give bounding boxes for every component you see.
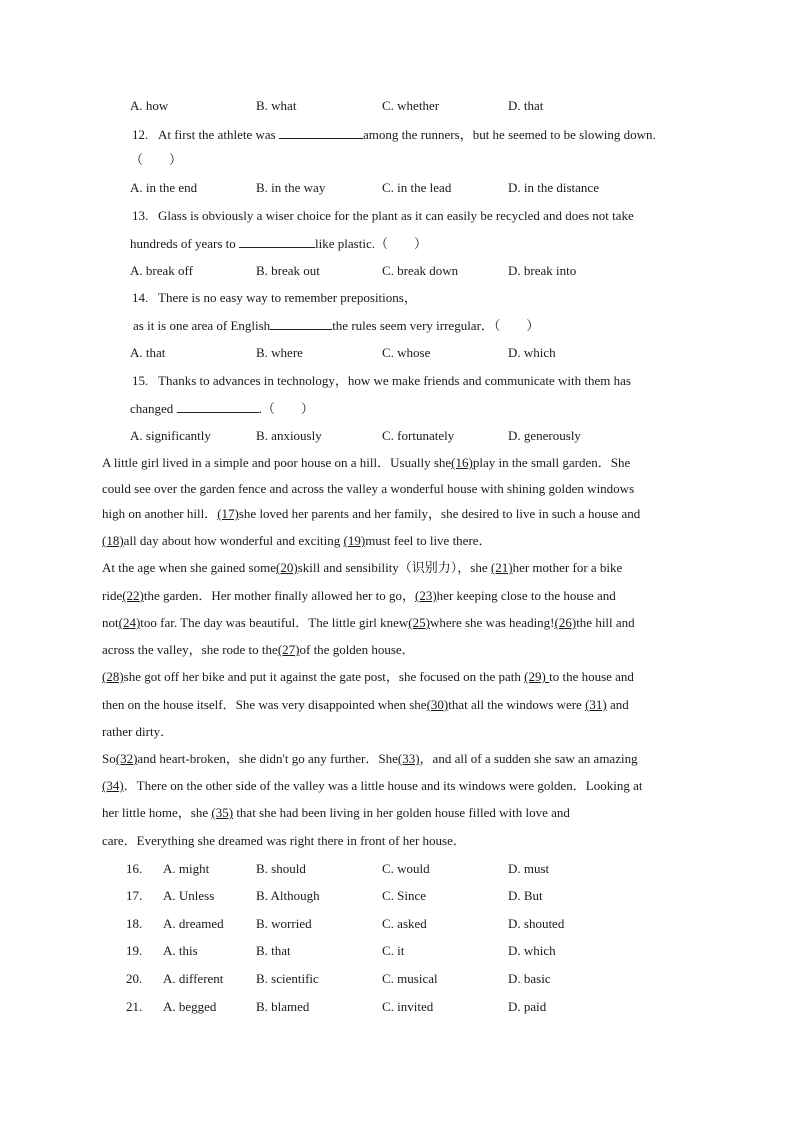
q18-number: 18.	[126, 916, 143, 931]
blank-31[interactable]: (31)	[585, 697, 607, 712]
blank-27[interactable]: (27)	[277, 642, 300, 657]
passage-text: her little home，she	[102, 805, 212, 820]
blank-22[interactable]: (22)	[122, 588, 144, 603]
passage-line	[102, 751, 638, 767]
q12-options	[130, 180, 690, 196]
passage-text: high on another hill．	[102, 506, 218, 521]
q20-number: 20.	[126, 971, 143, 986]
q21-option-d[interactable]: D. paid	[508, 999, 547, 1014]
blank-28[interactable]: (28)	[102, 669, 124, 684]
q12-stem	[132, 126, 656, 143]
q12-option-d[interactable]: D. in the distance	[508, 180, 599, 195]
q13-option-c[interactable]: C. break down	[382, 263, 459, 278]
q15-stem-line1	[132, 373, 631, 389]
q20-option-a[interactable]: A. different	[163, 971, 224, 986]
passage-text: ．There on the other side of the valley was a little house and its windows were golden．Looking at	[123, 778, 643, 793]
blank-24[interactable]: (24)	[118, 615, 141, 630]
passage-text: A little girl lived in a simple and poor house on a hill．Usually she	[102, 455, 452, 470]
q13-number: 13.	[132, 208, 149, 223]
q18-option-b[interactable]: B. worried	[256, 916, 312, 931]
passage-line	[102, 697, 629, 713]
q12-option-c[interactable]: C. in the lead	[382, 180, 452, 195]
q16-option-a[interactable]: A. might	[163, 861, 210, 876]
q17-option-c[interactable]: C. Since	[382, 888, 427, 903]
q12-number: 12.	[132, 127, 149, 142]
passage-text: she loved her parents and her family，she desired to live in such a house and	[238, 506, 641, 521]
q19-option-d[interactable]: D. which	[508, 943, 556, 958]
passage-text: ride	[102, 588, 123, 603]
blank-30[interactable]: (30)	[426, 697, 449, 712]
q16-option-c[interactable]: C. would	[382, 861, 430, 876]
q21-number: 21.	[126, 999, 143, 1014]
passage-text: to the house and	[549, 669, 634, 684]
q21-option-c[interactable]: C. invited	[382, 999, 434, 1014]
passage-line	[102, 506, 640, 522]
passage-line	[102, 588, 616, 604]
q16-option-b[interactable]: B. should	[256, 861, 306, 876]
q19-option-b[interactable]: B. that	[256, 943, 291, 958]
blank-23[interactable]: (23)	[415, 588, 437, 603]
blank-35[interactable]: (35)	[211, 805, 234, 820]
q11-option-a[interactable]: A. how	[130, 98, 169, 113]
passage-text: and	[606, 697, 629, 712]
q15-number: 15.	[132, 373, 149, 388]
q16-number: 16.	[126, 861, 143, 876]
q16-options	[126, 861, 686, 877]
q12-text-after: among the runners，but he seemed to be slowing down.	[362, 127, 656, 142]
q14-option-a[interactable]: A. that	[130, 345, 166, 360]
q14-options	[130, 345, 690, 361]
blank-20[interactable]: (20)	[276, 560, 298, 575]
passage-line	[102, 560, 622, 576]
q15-option-a[interactable]: A. significantly	[130, 428, 211, 443]
q19-option-a[interactable]: A. this	[163, 943, 198, 958]
q11-options	[130, 98, 690, 114]
blank-16[interactable]: (16)	[451, 455, 473, 470]
q17-options	[126, 888, 686, 904]
passage-text: of the golden house．	[299, 642, 415, 657]
q14-text-line1: There is no easy way to remember prepositions，	[158, 290, 417, 305]
passage-text: that all the windows were	[448, 697, 586, 712]
q21-option-b[interactable]: B. blamed	[256, 999, 310, 1014]
q14-option-c[interactable]: C. whose	[382, 345, 431, 360]
q18-option-d[interactable]: D. shouted	[508, 916, 565, 931]
blank-32[interactable]: (32)	[115, 751, 138, 766]
q21-option-a[interactable]: A. begged	[163, 999, 217, 1014]
passage-line	[102, 533, 492, 549]
q12-paren: （ ）	[130, 152, 183, 167]
passage-text: and heart-broken，she didn't go any further．She	[137, 751, 398, 766]
q17-option-d[interactable]: D. But	[508, 888, 543, 903]
passage-line: care．Everything she dreamed was right there in front of her house．	[102, 833, 466, 848]
q11-option-d[interactable]: D. that	[508, 98, 544, 113]
blank-18[interactable]: (18)	[102, 533, 124, 548]
q13-options	[130, 263, 690, 279]
blank-34[interactable]: (34)	[102, 778, 124, 793]
q14-stem-line2	[133, 317, 539, 334]
passage-text: At the age when she gained some	[102, 560, 277, 575]
q15-options	[130, 428, 690, 444]
q13-stem-line1	[132, 208, 634, 224]
q18-option-a[interactable]: A. dreamed	[163, 916, 224, 931]
q12-blank[interactable]	[279, 126, 363, 139]
passage-line: rather dirty．	[102, 724, 174, 739]
passage-line	[102, 805, 570, 821]
q14-option-d[interactable]: D. which	[508, 345, 556, 360]
q13-text-before: hundreds of years to	[130, 236, 240, 251]
blank-19[interactable]: (19)	[343, 533, 366, 548]
q17-option-a[interactable]: A. Unless	[163, 888, 215, 903]
q16-option-d[interactable]: D. must	[508, 861, 550, 876]
q11-option-b[interactable]: B. what	[256, 98, 297, 113]
blank-25[interactable]: (25)	[408, 615, 430, 630]
passage-text: must feel to live there．	[365, 533, 492, 548]
q18-options	[126, 916, 686, 932]
passage-text: the hill and	[576, 615, 635, 630]
passage-text: all day about how wonderful and exciting	[123, 533, 344, 548]
blank-17[interactable]: (17)	[217, 506, 239, 521]
passage-line: could see over the garden fence and across the valley a wonderful house with shining golden windows	[102, 481, 635, 496]
q20-option-c[interactable]: C. musical	[382, 971, 438, 986]
q20-option-b[interactable]: B. scientific	[256, 971, 319, 986]
passage-line	[102, 455, 630, 471]
passage-text: her mother for a bike	[512, 560, 623, 575]
passage-text: where she was heading!	[429, 615, 555, 630]
q12-text-before: At first the athlete was	[158, 127, 279, 142]
q12-option-a[interactable]: A. in the end	[130, 180, 198, 195]
q14-text-before: as it is one area of English	[133, 318, 271, 333]
passage-line	[102, 669, 634, 685]
passage-line	[102, 615, 635, 631]
q13-blank[interactable]	[239, 235, 315, 248]
q18-option-c[interactable]: C. asked	[382, 916, 427, 931]
q15-text-line1: Thanks to advances in technology，how we make friends and communicate with them has	[158, 373, 631, 388]
blank-21[interactable]: (21)	[490, 560, 513, 575]
passage-text: So	[102, 751, 116, 766]
passage-text: she got off her bike and put it against the gate post，she focused on the path	[123, 669, 525, 684]
q15-stem-line2	[130, 400, 314, 417]
q15-text-after: .（ ）	[258, 401, 314, 416]
passage-text: the garden．Her mother finally allowed her to go，	[143, 588, 415, 603]
q19-number: 19.	[126, 943, 143, 958]
q12-option-b[interactable]: B. in the way	[256, 180, 326, 195]
q20-option-d[interactable]: D. basic	[508, 971, 551, 986]
passage-text: skill and sensibility（识别力），she	[297, 560, 491, 575]
q15-blank[interactable]	[177, 400, 259, 413]
q14-text-after: the rules seem very irregular．（ ）	[332, 318, 540, 333]
passage-text: then on the house itself．She was very disappointed when she	[102, 697, 427, 712]
q15-text-before: changed	[130, 401, 177, 416]
q17-number: 17.	[126, 888, 143, 903]
passage-text: that she had been living in her golden house filled with love and	[233, 805, 570, 820]
q13-stem-line2	[130, 235, 427, 252]
q17-option-b[interactable]: B. Although	[256, 888, 320, 903]
q13-text-after: like plastic.（ ）	[315, 236, 427, 251]
passage-line	[102, 642, 415, 658]
blank-29[interactable]: (29)	[524, 669, 550, 684]
q11-option-c[interactable]: C. whether	[382, 98, 440, 113]
q14-stem-line1	[132, 290, 417, 306]
blank-26[interactable]: (26)	[554, 615, 577, 630]
passage-text: not	[102, 615, 119, 630]
passage-text: ，and all of a sudden she saw an amazing	[419, 751, 638, 766]
blank-33[interactable]: (33)	[397, 751, 420, 766]
passage-text: play in the small garden．She	[472, 455, 631, 470]
q19-option-c[interactable]: C. it	[382, 943, 405, 958]
q15-option-b[interactable]: B. anxiously	[256, 428, 322, 443]
passage-line	[102, 778, 642, 794]
q13-option-d[interactable]: D. break into	[508, 263, 577, 278]
q14-option-b[interactable]: B. where	[256, 345, 303, 360]
q14-blank[interactable]	[270, 317, 332, 330]
q19-options	[126, 943, 686, 959]
q20-options	[126, 971, 686, 987]
passage-text: her keeping close to the house and	[436, 588, 616, 603]
passage-text: across the valley，she rode to the	[102, 642, 278, 657]
q21-options	[126, 999, 686, 1015]
q13-option-b[interactable]: B. break out	[256, 263, 320, 278]
q13-text-line1: Glass is obviously a wiser choice for the plant as it can easily be recycled and does not take	[158, 208, 634, 223]
q15-option-d[interactable]: D. generously	[508, 428, 581, 443]
q14-number: 14.	[132, 290, 149, 305]
q13-option-a[interactable]: A. break off	[130, 263, 193, 278]
passage-text: too far. The day was beautiful．The little girl knew	[140, 615, 409, 630]
q15-option-c[interactable]: C. fortunately	[382, 428, 455, 443]
